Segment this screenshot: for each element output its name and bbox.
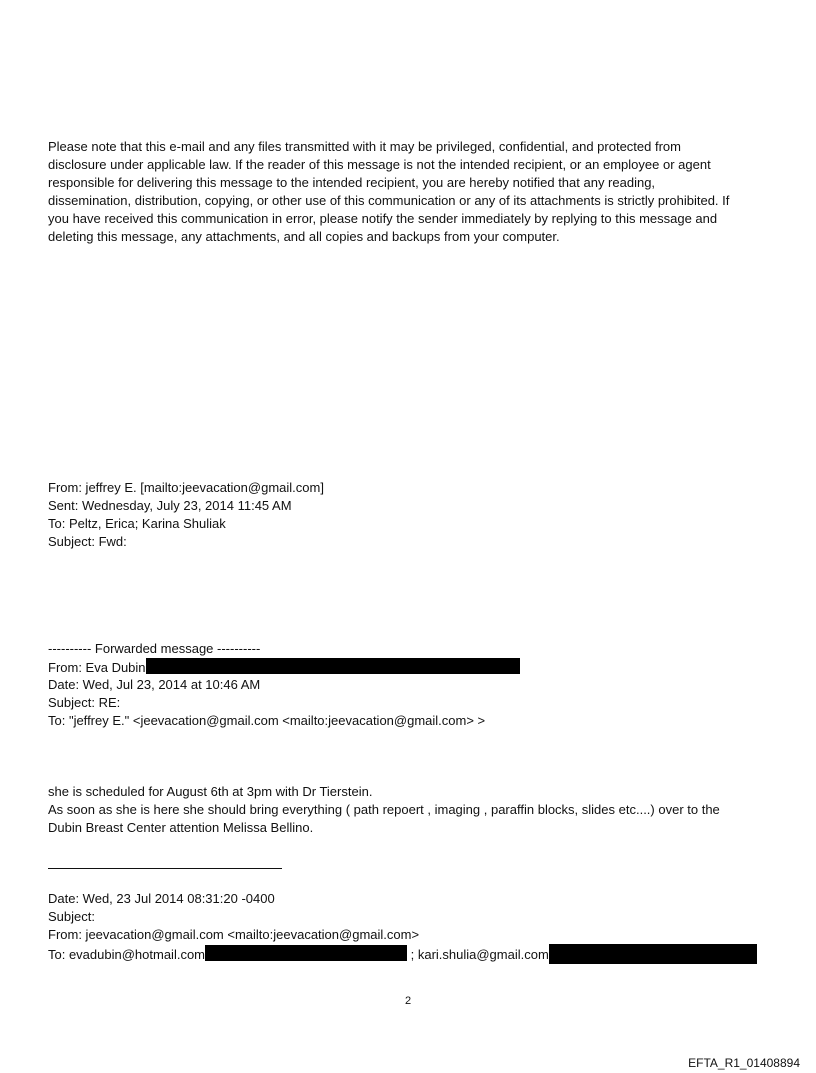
message-body-line: As soon as she is here she should bring everything ( path repoert , imaging , paraffin blocks, slides etc....) over to the — [48, 802, 720, 817]
email-from: From: jeffrey E. [mailto:jeevacation@gmail.com] — [48, 480, 324, 495]
page-number: 2 — [404, 995, 412, 1007]
forwarded-from-line — [48, 658, 778, 676]
disclaimer-line: deleting this message, any attachments, and all copies and backups from your computer. — [48, 229, 560, 244]
forwarded-marker: ---------- Forwarded message ---------- — [48, 641, 261, 656]
redaction-bar — [549, 944, 757, 964]
redaction-bar — [146, 658, 520, 674]
message-body-line: Dubin Breast Center attention Melissa Bellino. — [48, 820, 314, 835]
forwarded-date: Date: Wed, Jul 23, 2014 at 10:46 AM — [48, 677, 261, 692]
original-to-middle: ; kari.shulia@gmail.com — [407, 947, 549, 962]
original-to-line — [48, 944, 778, 962]
disclaimer-line: you have received this communication in error, please notify the sender immediately by replying to this message and — [48, 211, 718, 226]
disclaimer-line: responsible for delivering this message to the intended recipient, you are hereby notified that any reading, — [48, 175, 656, 190]
original-date: Date: Wed, 23 Jul 2014 08:31:20 -0400 — [48, 891, 275, 906]
email-sent: Sent: Wednesday, July 23, 2014 11:45 AM — [48, 498, 292, 513]
original-to-prefix: To: evadubin@hotmail.com — [48, 947, 205, 962]
forwarded-to: To: "jeffrey E." <jeevacation@gmail.com <mailto:jeevacation@gmail.com> > — [48, 713, 486, 728]
disclaimer-line: Please note that this e-mail and any files transmitted with it may be privileged, confidential, and protected from — [48, 139, 681, 154]
message-body — [48, 783, 778, 837]
separator-line — [48, 868, 282, 869]
disclaimer-line: disclosure under applicable law. If the reader of this message is not the intended recipient, or an employee or agent — [48, 157, 711, 172]
forwarded-from: From: Eva Dubin — [48, 660, 146, 675]
email-subject: Subject: Fwd: — [48, 534, 127, 549]
forwarded-subject: Subject: RE: — [48, 695, 121, 710]
disclaimer-line: dissemination, distribution, copying, or other use of this communication or any of its attachments is strictly prohibited. If — [48, 193, 730, 208]
original-message-header — [48, 890, 778, 962]
email-header — [48, 479, 778, 551]
forwarded-message-header — [48, 640, 778, 730]
original-from: From: jeevacation@gmail.com <mailto:jeevacation@gmail.com> — [48, 927, 420, 942]
email-to: To: Peltz, Erica; Karina Shuliak — [48, 516, 226, 531]
bates-number: EFTA_R1_01408894 — [688, 1056, 800, 1070]
original-subject: Subject: — [48, 909, 95, 924]
confidentiality-disclaimer — [48, 138, 778, 246]
redaction-bar — [205, 945, 407, 961]
message-body-line: she is scheduled for August 6th at 3pm with Dr Tierstein. — [48, 784, 373, 799]
